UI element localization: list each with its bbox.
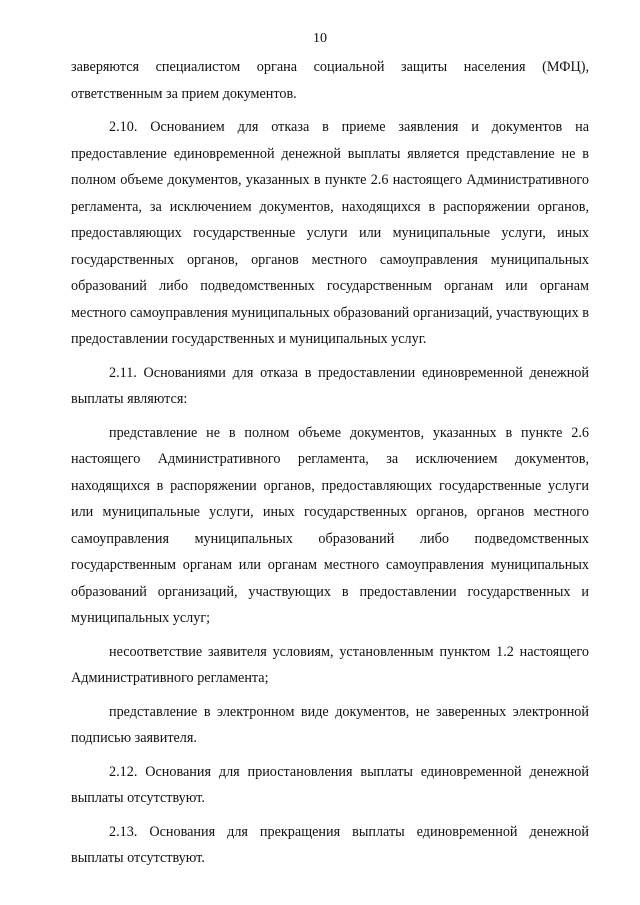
paragraph-2-11-item-3: представление в электронном виде документов, не заверенных электронной подписью заявителя. [71,703,589,746]
paragraph-2-11-item-1: представление не в полном объеме документов, указанных в пункте 2.6 настоящего Административного регламента, за исключением документов, находящихся в распоряжении органов, предоставляющих государственные услуги или муниципальные услуги, иных государственных органов, органов местного самоуправления муниципальных образований либо подведомственных государственным органам или органам местного самоуправления муниципальных образований организаций, участвующих в предоставлении государственных и муниципальных услуг; [71,424,589,626]
paragraph-2-10: 2.10. Основанием для отказа в приеме заявления и документов на предоставление единовременной денежной выплаты является представление не в полном объеме документов, указанных в пункте 2.6 настоящего Административного регламента, за исключением документов, находящихся в распоряжении органов, предоставляющих государственные услуги или муниципальные услуги, иных государственных органов, органов местного самоуправления муниципальных образований либо подведомственных государственным органам или органам местного самоуправления муниципальных образований организаций, участвующих в предоставлении государственных и муниципальных услуг. [71,119,589,347]
paragraph-2-13: 2.13. Основания для прекращения выплаты единовременной денежной выплаты отсутствуют. [71,823,589,866]
paragraph-2-12: 2.12. Основания для приостановления выплаты единовременной денежной выплаты отсутствуют. [71,763,589,806]
document-body [71,54,589,872]
paragraph-2-11-item-2: несоответствие заявителя условиям, установленным пунктом 1.2 настоящего Административного регламента; [71,643,589,686]
paragraph-2-11: 2.11. Основаниями для отказа в предоставлении единовременной денежной выплаты являются: [71,364,589,407]
page-number: 10 [313,31,327,46]
paragraph-continuation: заверяются специалистом органа социальной защиты населения (МФЦ), ответственным за прием документов. [71,59,589,102]
